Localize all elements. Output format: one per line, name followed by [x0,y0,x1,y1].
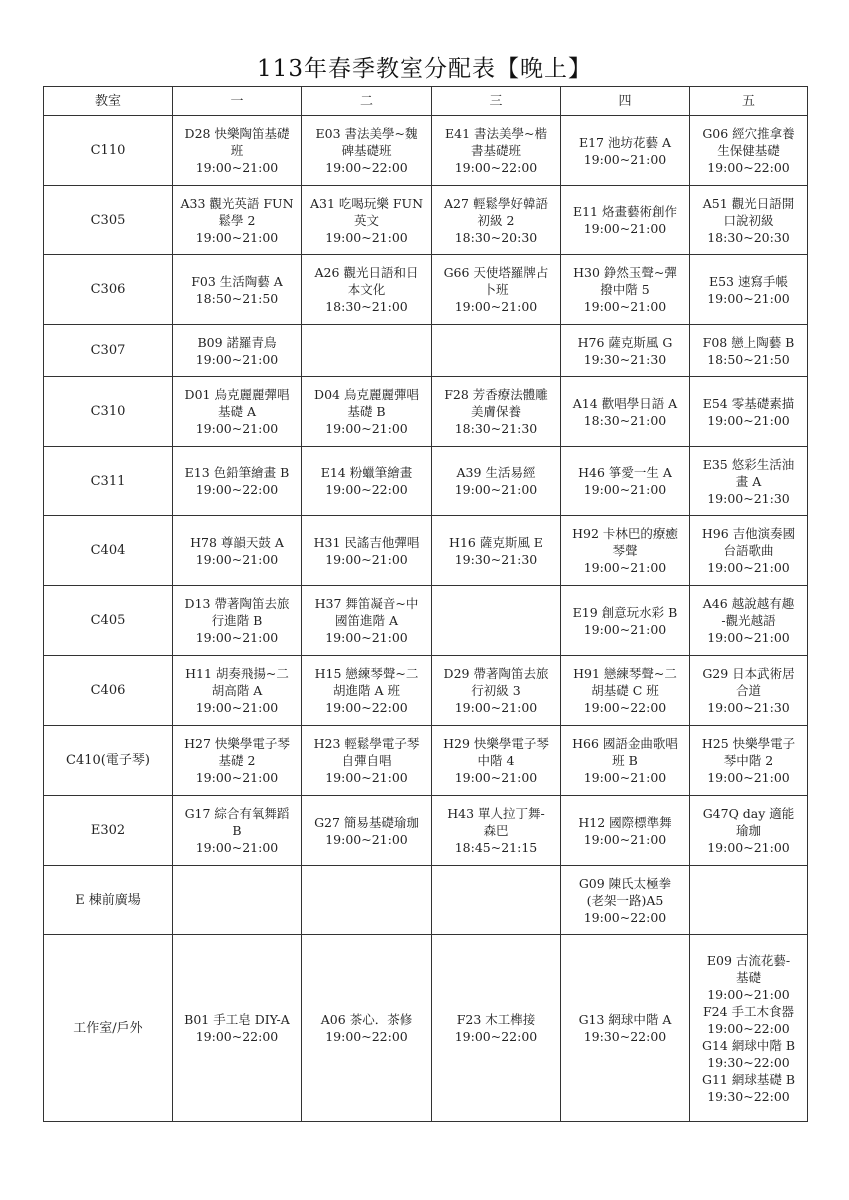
course-line: 18:50~21:50 [195,290,279,306]
course-line: 19:00~21:00 [707,630,790,645]
course-cell [561,866,690,935]
course-line: H91 戀練琴聲~二 [573,666,677,681]
course-cell [690,656,808,726]
course-line: G17 綜合有氧舞蹈 [184,806,290,821]
course-line: 19:00~22:00 [583,700,667,715]
classroom-cell: C410(電子琴) [44,726,173,796]
course-line: 碑基礎班 [341,143,392,158]
course-line: F03 生活陶藝 A [191,273,283,289]
course-cell [561,516,690,586]
course-cell [302,186,432,255]
course-line: 19:00~21:00 [583,221,667,236]
course-line: A46 越說越有趣 [702,596,795,611]
course-cell [432,186,561,255]
course-cell [432,796,561,866]
course-cell [561,255,690,325]
course-line: E14 粉蠟筆繪畫 [320,465,413,480]
course-line: H92 卡林巴的療癒 [572,526,678,541]
course-line: 19:00~22:00 [325,1029,408,1044]
course-line: H12 國際標準舞 [578,814,672,830]
course-line: 基礎 A [217,404,256,419]
course-line: 美膚保養 [470,404,521,419]
course-line: 19:00~21:00 [325,229,408,245]
course-line: 18:30~21:30 [454,421,538,436]
course-line: A26 觀光日語和日 [314,265,419,280]
course-line: A33 觀光英語 FUN [180,195,294,211]
course-line: A06 茶心．茶修 [320,1012,413,1027]
course-line: 19:00~21:00 [707,986,790,1002]
course-line: -觀光越語 [721,613,776,628]
course-line: E11 烙畫藝術創作 [572,204,677,219]
classroom-cell: 工作室/戶外 [44,935,173,1122]
course-cell [302,796,432,866]
course-line: 19:00~21:00 [325,630,408,645]
course-line: 自彈自唱 [341,753,392,768]
course-cell [173,325,302,377]
course-line: 19:00~22:00 [707,160,790,175]
course-cell [173,186,302,255]
course-cell [302,325,432,377]
table-row [44,935,808,1122]
table-row [44,586,808,656]
classroom-cell: C406 [44,656,173,726]
course-line: 中階 4 [477,753,515,768]
course-line: 19:00~21:00 [195,770,279,785]
course-line: 19:00~21:00 [707,560,790,575]
course-line: 國笛進階 A [334,613,398,628]
course-line: G13 網球中階 A [578,1012,672,1027]
course-line: 胡高階 A [211,683,263,698]
header-row [44,87,808,116]
course-line: 書基礎班 [470,143,521,158]
course-cell [432,255,561,325]
course-line: G14 網球中階 B [701,1037,796,1053]
table-row [44,377,808,447]
classroom-cell: C110 [44,116,173,186]
course-line: 19:00~21:00 [454,770,538,785]
course-line: 18:45~21:15 [454,840,538,855]
table-row [44,796,808,866]
classroom-cell: C310 [44,377,173,447]
course-line: H15 戀練琴聲~二 [314,666,419,681]
course-line: B09 諾羅青鳥 [197,334,277,350]
course-line: H43 單人拉丁舞- [447,806,545,821]
course-line: 19:00~21:00 [325,421,408,436]
course-line: 19:00~21:00 [583,299,667,314]
course-line: 初級 2 [477,212,515,228]
course-line: 19:00~22:00 [583,909,667,925]
course-cell [561,377,690,447]
course-cell [690,255,808,325]
course-line: 19:00~21:00 [195,351,279,367]
course-line: 19:00~21:00 [325,551,408,567]
course-line: 19:00~21:00 [454,482,538,497]
table-row [44,726,808,796]
course-line: 19:00~21:00 [454,299,538,314]
course-line: F24 手工木食器 [702,1003,795,1019]
course-cell [173,447,302,516]
course-line: H96 吉他演奏國 [701,526,796,541]
course-line: 19:00~22:00 [454,160,538,175]
course-cell [690,726,808,796]
course-line: 19:00~21:00 [195,630,279,645]
course-cell [690,186,808,255]
course-line: 18:30~20:30 [707,229,790,245]
table-row [44,116,808,186]
course-line: 鬆學 2 [218,212,256,228]
course-line: D04 烏克麗麗彈唱 [314,387,419,402]
classroom-cell: C404 [44,516,173,586]
course-cell [432,586,561,656]
course-cell [432,516,561,586]
table-row [44,325,808,377]
course-cell [432,325,561,377]
course-line: 行進階 B [211,613,263,628]
course-line: 19:00~21:00 [707,412,790,428]
course-line: 19:30~21:30 [454,551,538,567]
course-line: F23 木工榫接 [456,1012,536,1027]
classroom-cell: C305 [44,186,173,255]
course-line: E09 古流花藝- [706,952,791,968]
course-cell [432,116,561,186]
course-line: A39 生活易經 [456,465,536,480]
course-line: H27 快樂學電子琴 [184,736,290,751]
course-cell [561,796,690,866]
course-line: 琴聲 [612,543,638,558]
course-cell [690,586,808,656]
course-line: H30 錚然玉聲~彈 [573,265,677,280]
course-cell [173,586,302,656]
table-row [44,516,808,586]
page-title: 113年春季教室分配表【晚上】 [257,56,592,82]
course-line: 行初級 3 [471,683,521,698]
course-cell [173,866,302,935]
course-cell [561,186,690,255]
course-line: 19:00~21:30 [707,490,790,506]
course-cell [302,656,432,726]
course-line: H78 尊韻天鼓 A [190,534,284,550]
course-line: 19:00~21:00 [583,151,667,167]
course-line: 基礎 [735,969,761,985]
course-line: F08 戀上陶藝 B [702,334,795,350]
course-line: 卜班 [483,282,509,297]
course-line: H16 薩克斯風 E [449,534,543,550]
course-cell [432,377,561,447]
course-line: 18:30~21:00 [325,299,408,314]
course-line: G47Q day 適能 [702,806,795,821]
course-cell [173,516,302,586]
course-cell [302,586,432,656]
course-line: 台語歌曲 [723,543,774,558]
course-cell [690,935,808,1122]
course-line: 19:00~21:00 [195,421,279,436]
course-cell [173,726,302,796]
course-line: 19:00~21:00 [195,229,279,245]
course-cell [561,656,690,726]
course-line: 英文 [353,212,379,228]
course-line: A14 歡唱學日語 A [572,395,678,411]
course-line: 19:00~22:00 [325,160,408,175]
course-cell [173,116,302,186]
course-line: 19:00~21:00 [583,770,667,785]
course-cell [690,866,808,935]
table-row [44,656,808,726]
course-line: A51 觀光日語開 [702,195,795,211]
course-line: 19:00~21:00 [583,482,667,497]
classroom-schedule-table [43,86,808,1122]
course-cell [561,325,690,377]
course-line: 19:00~21:00 [454,700,538,715]
course-line: G06 經穴推拿養 [702,126,795,141]
course-cell [302,726,432,796]
course-line: 胡進階 A 班 [333,683,400,698]
table-row [44,186,808,255]
course-line: 19:00~21:00 [195,700,279,715]
course-line: 18:30~20:30 [454,229,538,245]
course-line: 生保健基礎 [717,143,780,158]
course-cell [690,116,808,186]
header-thursday: 四 [561,87,690,116]
course-cell [561,586,690,656]
course-line: 19:00~21:00 [325,831,408,847]
course-cell [690,377,808,447]
course-cell [561,726,690,796]
header-wednesday: 三 [432,87,561,116]
course-line: G29 日本武術居 [702,666,795,681]
course-line: 19:00~21:00 [707,840,790,855]
course-line: A31 吃喝玩樂 FUN [309,195,424,211]
course-line: 19:00~21:00 [195,840,279,855]
course-line: E53 速寫手帳 [708,273,788,289]
course-cell [690,447,808,516]
course-cell [432,866,561,935]
classroom-cell: C405 [44,586,173,656]
classroom-cell: E 棟前廣場 [44,866,173,935]
course-cell [561,447,690,516]
course-line: 19:00~22:00 [195,482,279,497]
course-cell [561,935,690,1122]
course-line: 19:00~21:00 [707,290,790,306]
course-cell [173,656,302,726]
course-line: D13 帶著陶笛去旅 [184,596,290,611]
course-line: E13 色鉛筆繪畫 B [184,465,290,480]
course-line: G66 天使塔羅牌占 [443,265,549,280]
course-cell [690,516,808,586]
course-line: 19:30~22:00 [583,1029,667,1044]
course-line: (老架一路)A5 [586,892,664,908]
header-monday: 一 [173,87,302,116]
course-line: 19:00~21:30 [707,700,790,715]
course-line: 19:00~21:00 [325,770,408,785]
course-cell [432,447,561,516]
table-row [44,255,808,325]
course-line: 19:00~22:00 [325,700,408,715]
course-line: 森巴 [483,823,509,838]
course-line: 18:30~21:00 [583,412,667,428]
course-line: E03 書法美學~魏 [315,126,418,141]
classroom-cell: C306 [44,255,173,325]
course-cell [302,255,432,325]
table-row [44,447,808,516]
course-line: 19:00~21:00 [583,560,667,575]
course-cell [302,516,432,586]
course-line: 班 B [612,753,638,768]
course-line: 19:00~22:00 [454,1029,538,1044]
course-cell [690,325,808,377]
header-classroom: 教室 [44,87,173,116]
course-line: 19:00~21:00 [195,551,279,567]
course-line: D01 烏克麗麗彈唱 [184,387,290,402]
course-line: 琴中階 2 [723,753,774,768]
course-cell [432,935,561,1122]
course-cell [302,377,432,447]
course-line: 瑜珈 [735,823,761,838]
course-line: 班 [230,143,244,158]
course-line: H11 胡奏飛揚~二 [185,666,289,681]
course-line: 畫 A [735,473,762,489]
classroom-cell: C311 [44,447,173,516]
course-line: 合道 [735,683,761,698]
course-line: G09 陳氏太極拳 [578,875,672,891]
course-line: 胡基礎 C 班 [591,683,659,698]
classroom-cell: E302 [44,796,173,866]
course-line: H31 民謠吉他彈唱 [313,534,420,550]
course-line: 口說初級 [723,212,774,228]
course-cell [561,116,690,186]
course-line: 本文化 [347,282,386,297]
course-line: 19:00~21:00 [707,770,790,785]
course-cell [302,447,432,516]
header-friday: 五 [690,87,808,116]
course-line: E35 悠彩生活油 [702,456,795,472]
course-line: F28 芳香療法體雕 [444,387,548,402]
course-cell [432,726,561,796]
course-line: E54 零基礎素描 [702,395,795,411]
course-cell [173,935,302,1122]
course-line: 19:00~22:00 [195,1029,279,1044]
course-line: H66 國語金曲歌唱 [572,736,678,751]
course-cell [302,866,432,935]
course-line: E41 書法美學~楷 [445,126,547,141]
course-line: 19:00~21:00 [195,160,279,175]
course-cell [690,796,808,866]
course-line: B01 手工皂 DIY-A [184,1012,290,1027]
course-line: 19:00~22:00 [707,1020,790,1036]
course-line: E19 創意玩水彩 B [572,604,678,620]
course-line: G27 簡易基礎瑜珈 [314,814,419,830]
course-line: 基礎 B [347,404,386,419]
course-line: 19:30~22:00 [707,1088,790,1104]
course-line: H76 薩克斯風 G [577,334,673,350]
course-line: 撥中階 5 [600,282,650,297]
course-line: 18:50~21:50 [707,351,790,367]
course-cell [302,935,432,1122]
course-line: A27 輕鬆學好韓語 [444,195,548,211]
course-line: D29 帶著陶笛去旅 [443,666,549,681]
course-line: 19:30~21:30 [583,351,667,367]
course-cell [173,377,302,447]
course-line: H46 箏愛一生 A [578,465,672,480]
course-line: G11 網球基礎 B [701,1071,796,1087]
course-cell [173,255,302,325]
course-line: H29 快樂學電子琴 [443,736,549,751]
course-line: H25 快樂學電子 [701,736,796,751]
course-line: E17 池坊花藝 A [578,134,671,150]
course-line: 19:00~21:00 [583,621,667,637]
header-tuesday: 二 [302,87,432,116]
course-line: 19:00~21:00 [583,831,667,847]
course-cell [432,656,561,726]
course-line: 19:00~22:00 [325,482,408,497]
course-cell [173,796,302,866]
course-line: 基礎 2 [218,753,256,768]
classroom-cell: C307 [44,325,173,377]
table-row [44,866,808,935]
course-line: 19:30~22:00 [707,1054,790,1070]
course-line: D28 快樂陶笛基礎 [184,126,290,141]
course-line: B [232,823,242,838]
course-line: H37 舞笛凝音~中 [314,596,419,611]
course-line: H23 輕鬆學電子琴 [313,736,420,751]
course-cell [302,116,432,186]
